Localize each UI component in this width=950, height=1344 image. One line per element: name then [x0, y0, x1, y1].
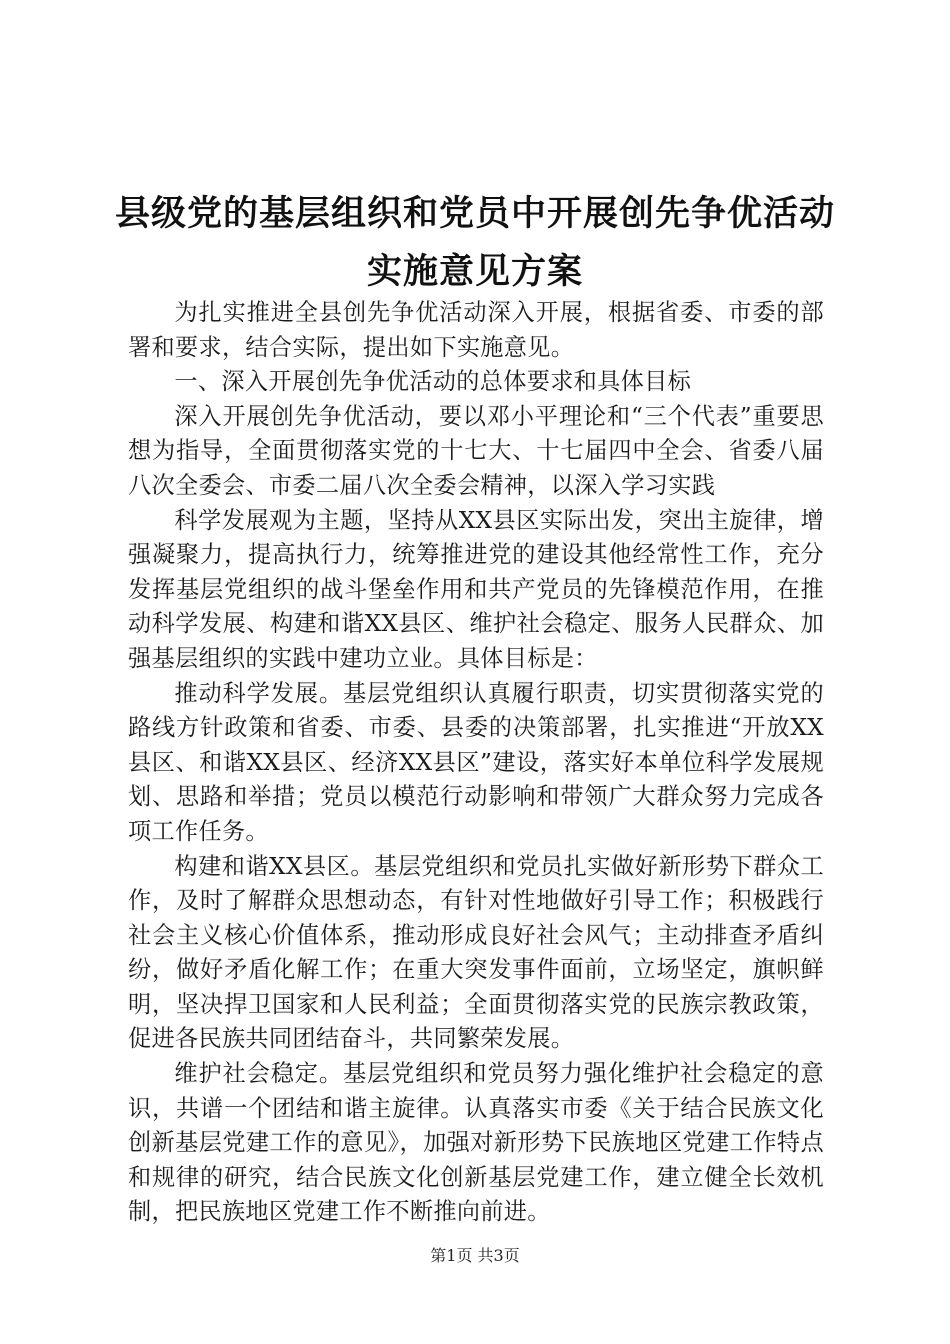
document-body — [128, 296, 824, 1230]
document-title-line1: 县级党的基层组织和党员中开展创先争优活动 — [114, 193, 835, 234]
paragraph-build-harmony: 构建和谐XX县区。基层党组织和党员扎实做好新形势下群众工作，及时了解群众思想动态，有针对性地做好引导工作；积极践行社会主义核心价值体系，推动形成良好社会风气；主动排查矛盾纠纷，做好矛盾化解工作；在重大突发事件面前，立场坚定，旗帜鲜明，坚决捍卫国家和人民利益；全面贯彻落实党的民族宗教政策，促进各民族共同团结奋斗，共同繁荣发展。 — [128, 852, 824, 1053]
paragraph-guiding-principle: 深入开展创先争优活动，要以邓小平理论和“三个代表”重要思想为指导，全面贯彻落实党的十七大、十七届四中全会、省委八届八次全委会、市委二届八次全委会精神，以深入学习实践 — [128, 402, 824, 499]
paragraph-intro: 为扎实推进全县创先争优活动深入开展，根据省委、市委的部署和要求，结合实际，提出如下实施意见。 — [128, 299, 824, 361]
document-title-line2: 实施意见方案 — [366, 251, 583, 292]
page-number-footer: 第1页 共3页 — [430, 1246, 520, 1265]
paragraph-maintain-stability: 维护社会稳定。基层党组织和党员努力强化维护社会稳定的意识，共谱一个团结和谐主旋律。认真落实市委《关于结合民族文化创新基层党建工作的意见》，加强对新形势下民族地区党建工作特点和规律的研究，结合民族文化创新基层党建工作，建立健全长效机制，把民族地区党建工作不断推向前进。 — [128, 1060, 824, 1226]
paragraph-theme: 科学发展观为主题，坚持从XX县区实际出发，突出主旋律，增强凝聚力，提高执行力，统筹推进党的建设其他经常性工作，充分发挥基层党组织的战斗堡垒作用和共产党员的先锋模范作用，在推动科学发展、构建和谐XX县区、维护社会稳定、服务人民群众、加强基层组织的实践中建功立业。具体目标是： — [128, 506, 824, 672]
section-heading-1: 一、深入开展创先争优活动的总体要求和具体目标 — [174, 368, 692, 396]
paragraph-promote-development: 推动科学发展。基层党组织认真履行职责，切实贯彻落实党的路线方针政策和省委、市委、县委的决策部署，扎实推进“开放XX县区、和谐XX县区、经济XX县区”建设，落实好本单位科学发展规划、思路和举措；党员以模范行动影响和带领广大群众努力完成各项工作任务。 — [128, 679, 824, 845]
